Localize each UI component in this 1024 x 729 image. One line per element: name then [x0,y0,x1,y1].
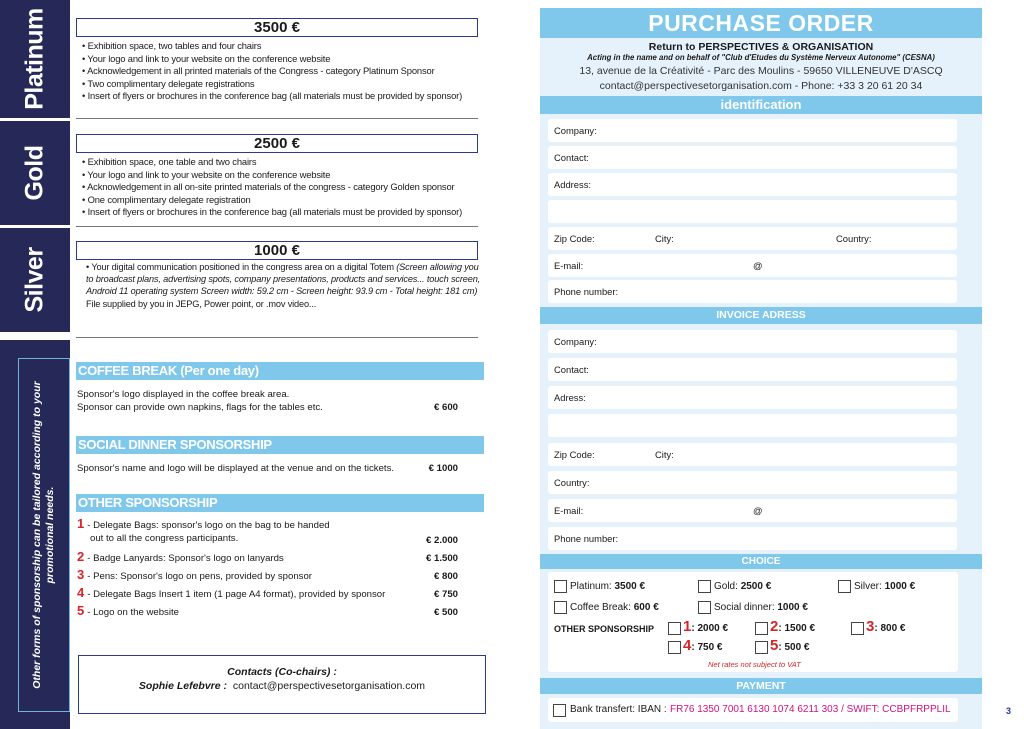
option-number: 3 [866,618,875,635]
platinum-price: 3500 € [76,18,478,37]
list-item: • Exhibition space, two tables and four chairs [82,40,482,53]
choice-silver [854,580,915,593]
option-number: 5 [770,637,779,654]
field-label: Company: [554,125,597,136]
choice-price: : 750 € [691,642,723,653]
choice-price: 3500 € [614,581,646,592]
option-4-checkbox[interactable] [668,641,681,654]
field-label: City: [655,233,674,244]
option-number: 2 [770,618,779,635]
silver-band [0,228,70,332]
option-number: 3 [77,567,85,582]
option-price: € 1.500 [425,553,458,564]
option-number: 1 [683,618,692,635]
gold-section [76,134,478,227]
option-price: € 800 [433,571,458,582]
coffee-line-2: Sponsor can provide own napkins, flags for the tables etc. [77,402,323,413]
coffee-break-header: COFFEE BREAK (Per one day) [76,362,484,380]
bank-transfer-checkbox[interactable] [553,704,566,717]
choice-option-3 [866,620,905,635]
silver-price: 1000 € [76,241,478,260]
payment-row [548,698,958,722]
gold-price: 2500 € [76,134,478,153]
option-3-checkbox[interactable] [851,622,864,635]
invoice-country-field[interactable] [548,471,957,494]
choice-price: : 1500 € [778,623,816,634]
phone-field[interactable] [548,280,957,303]
silver-checkbox[interactable] [838,580,851,593]
invoice-contact-field[interactable] [548,358,957,381]
payment-header: PAYMENT [540,678,982,694]
option-text: - Delegate Bags Insert 1 item (1 page A4 format), provided by sponsor [87,589,386,600]
platinum-benefits [82,40,482,103]
option-text: - Pens: Sponsor's logo on pens, provided by sponsor [87,571,312,582]
choice-price: 600 € [633,602,659,613]
choice-price: 2500 € [740,581,772,592]
contact-email[interactable]: contact@perspectivesetorganisation.com [232,680,426,692]
invoice-zip-city-field[interactable] [548,443,957,466]
coffee-line-1: Sponsor's logo displayed in the coffee break area. [77,389,290,400]
choice-gold [714,580,771,593]
gold-checkbox[interactable] [698,580,711,593]
choice-option-4 [683,639,722,654]
invoice-address-line-2-field[interactable] [548,414,957,437]
contact-field[interactable] [548,146,957,169]
choice-coffee [570,601,659,614]
option-number: 5 [77,603,85,618]
platinum-label: Platinum [20,8,49,110]
address-line-2-field[interactable] [548,200,957,223]
choice-option-5 [770,639,809,654]
address-line: 13, avenue de la Créativité - Parc des Moulins - 59650 VILLENEUVE D'ASCQ [579,65,943,77]
option-text-2: out to all the congress participants. [90,532,239,544]
choice-label: Social dinner: [714,602,775,613]
identification-header: identification [540,96,982,114]
option-number: 1 [77,516,85,531]
field-label: Country: [836,233,872,244]
field-label: Phone number: [554,286,619,297]
choice-label: Silver: [854,581,882,592]
at-sign: @ [753,505,763,516]
field-label: Company: [554,336,597,347]
purchase-order-title: PURCHASE ORDER [540,8,982,38]
choice-label: Gold: [714,581,738,592]
field-label: E-mail: [554,260,584,271]
email-field[interactable] [548,254,957,277]
platinum-section [76,18,478,119]
field-label: Zip Code: [554,233,595,244]
choice-platinum [570,580,645,593]
option-number: 2 [77,549,85,564]
option-price: € 2.000 [425,535,458,546]
option-number: 4 [77,585,85,600]
social-dinner-checkbox[interactable] [698,601,711,614]
list-item: • Your logo and link to your website on the conference website [82,53,482,66]
coffee-break-checkbox[interactable] [554,601,567,614]
option-price: € 750 [433,589,458,600]
list-item: • Two complimentary delegate registrations [82,78,482,91]
contacts-title: Contacts (Co-chairs) : [227,666,337,678]
acting-on-behalf: Acting in the name and on behalf of "Club d'Etudes du Système Nerveux Autonome" (CESNA) [587,53,935,62]
bank-transfer-label: Bank transfert: IBAN : [570,704,667,715]
option-number: 4 [683,637,692,654]
choice-label: Platinum: [570,581,612,592]
list-item: • Insert of flyers or brochures in the conference bag (all materials must be provided by sponsor) [82,206,482,219]
other-sponsorship-header: OTHER SPONSORSHIP [76,494,484,512]
gold-label: Gold [20,145,49,201]
list-item: • One complimentary delegate registration [82,194,482,207]
platinum-checkbox[interactable] [554,580,567,593]
dinner-price: € 1000 [428,463,458,474]
contact-line: contact@perspectivesetorganisation.com - Phone: +33 3 20 61 20 34 [599,80,923,92]
page-number: 3 [1006,706,1012,716]
option-1-checkbox[interactable] [668,622,681,635]
social-dinner-header: SOCIAL DINNER SPONSORSHIP [76,436,484,454]
dinner-line-1: Sponsor's name and logo will be displayed at the venue and on the tickets. [77,463,395,474]
other-sponsorship-label: OTHER SPONSORSHIP [554,624,655,634]
address-field[interactable] [548,173,957,196]
iban-value: FR76 1350 7001 6130 1074 6211 303 / SWIFT: CCBPFRPPLIL [670,704,951,715]
choice-option-2 [770,620,815,635]
option-price: € 500 [433,607,458,618]
choice-dinner [714,601,808,614]
invoice-phone-field[interactable] [548,527,957,550]
field-label: E-mail: [554,505,584,516]
choice-option-1 [683,620,728,635]
field-label: City: [655,449,674,460]
invoice-header: INVOICE ADRESS [540,307,982,324]
gold-benefits [82,156,482,219]
list-item: • Exhibition space, one table and two chairs [82,156,482,169]
side-note-box [18,358,70,712]
field-label: Adress: [554,392,586,403]
return-to: Return to PERSPECTIVES & ORGANISATION [648,41,874,53]
field-label: Zip Code: [554,449,595,460]
choice-price: 1000 € [884,581,916,592]
invoice-email-field[interactable] [548,499,957,522]
silver-text-end: File supplied by you in JEPG, Power point, or .mov video... [86,298,317,309]
choice-header: CHOICE [540,554,982,569]
silver-description: • Your digital communication positioned in the congress area on a digital Totem (Screen allowing you to broadcast plans, advertising spots, company presentations, products and services... touch screen, Android 11 operating system Screen width: 59.2 cm - Screen height: 93.9 cm - Total height: 181 cm) File supplied by you in JEPG, Power point, or .mov video... [86,262,481,309]
choice-price: : 800 € [874,623,906,634]
at-sign: @ [753,260,763,271]
option-text: - Badge Lanyards: Sponsor's logo on lanyards [87,553,284,564]
option-5-checkbox[interactable] [755,641,768,654]
field-label: Country: [554,477,590,488]
silver-text-main: Your digital communication positioned in the congress area on a digital Totem [91,262,394,272]
coffee-price: € 600 [433,402,458,413]
field-label: Phone number: [554,533,619,544]
list-item: • Insert of flyers or brochures in the conference bag (all materials must be provided by sponsor) [82,90,482,103]
choice-price: 1000 € [777,602,808,613]
field-label: Address: [554,179,591,190]
contacts-box [78,655,486,714]
choice-price: : 2000 € [691,623,729,634]
contact-name: Sophie Lefebvre : [138,680,228,692]
choice-label: Coffee Break: [570,602,631,613]
option-2-checkbox[interactable] [755,622,768,635]
option-text: - Logo on the website [87,607,179,618]
silver-section [76,241,481,338]
company-field[interactable] [548,119,957,142]
list-item: • Your logo and link to your website on the conference website [82,169,482,182]
vat-note: Net rates not subject to VAT [708,660,801,669]
choice-price: : 500 € [778,642,810,653]
list-item: • Acknowledgement in all printed materials of the Congress - category Platinum Sponsor [82,65,482,78]
side-note-text: Other forms of sponsorship can be tailored according to your promotional needs. [31,381,56,689]
silver-text-italic: (Screen allowing you to broadcast plans, advertising spots, company presentations, products and services... touch screen, Android 11 operating system Screen width: 59.2 cm - Screen height: 93.9 cm - Total height: 181 cm) [86,262,481,297]
list-item: • Acknowledgement in all on-site printed materials of the congress - category Golden sponsor [82,181,482,194]
invoice-company-field[interactable] [548,330,957,353]
invoice-address-field[interactable] [548,386,957,409]
field-label: Contact: [554,152,589,163]
platinum-band [0,0,70,118]
silver-label: Silver [20,247,49,313]
option-text: - Delegate Bags: sponsor's logo on the bag to be handed [87,520,330,531]
gold-band [0,121,70,225]
zip-city-country-field[interactable] [548,227,957,250]
field-label: Contact: [554,364,589,375]
